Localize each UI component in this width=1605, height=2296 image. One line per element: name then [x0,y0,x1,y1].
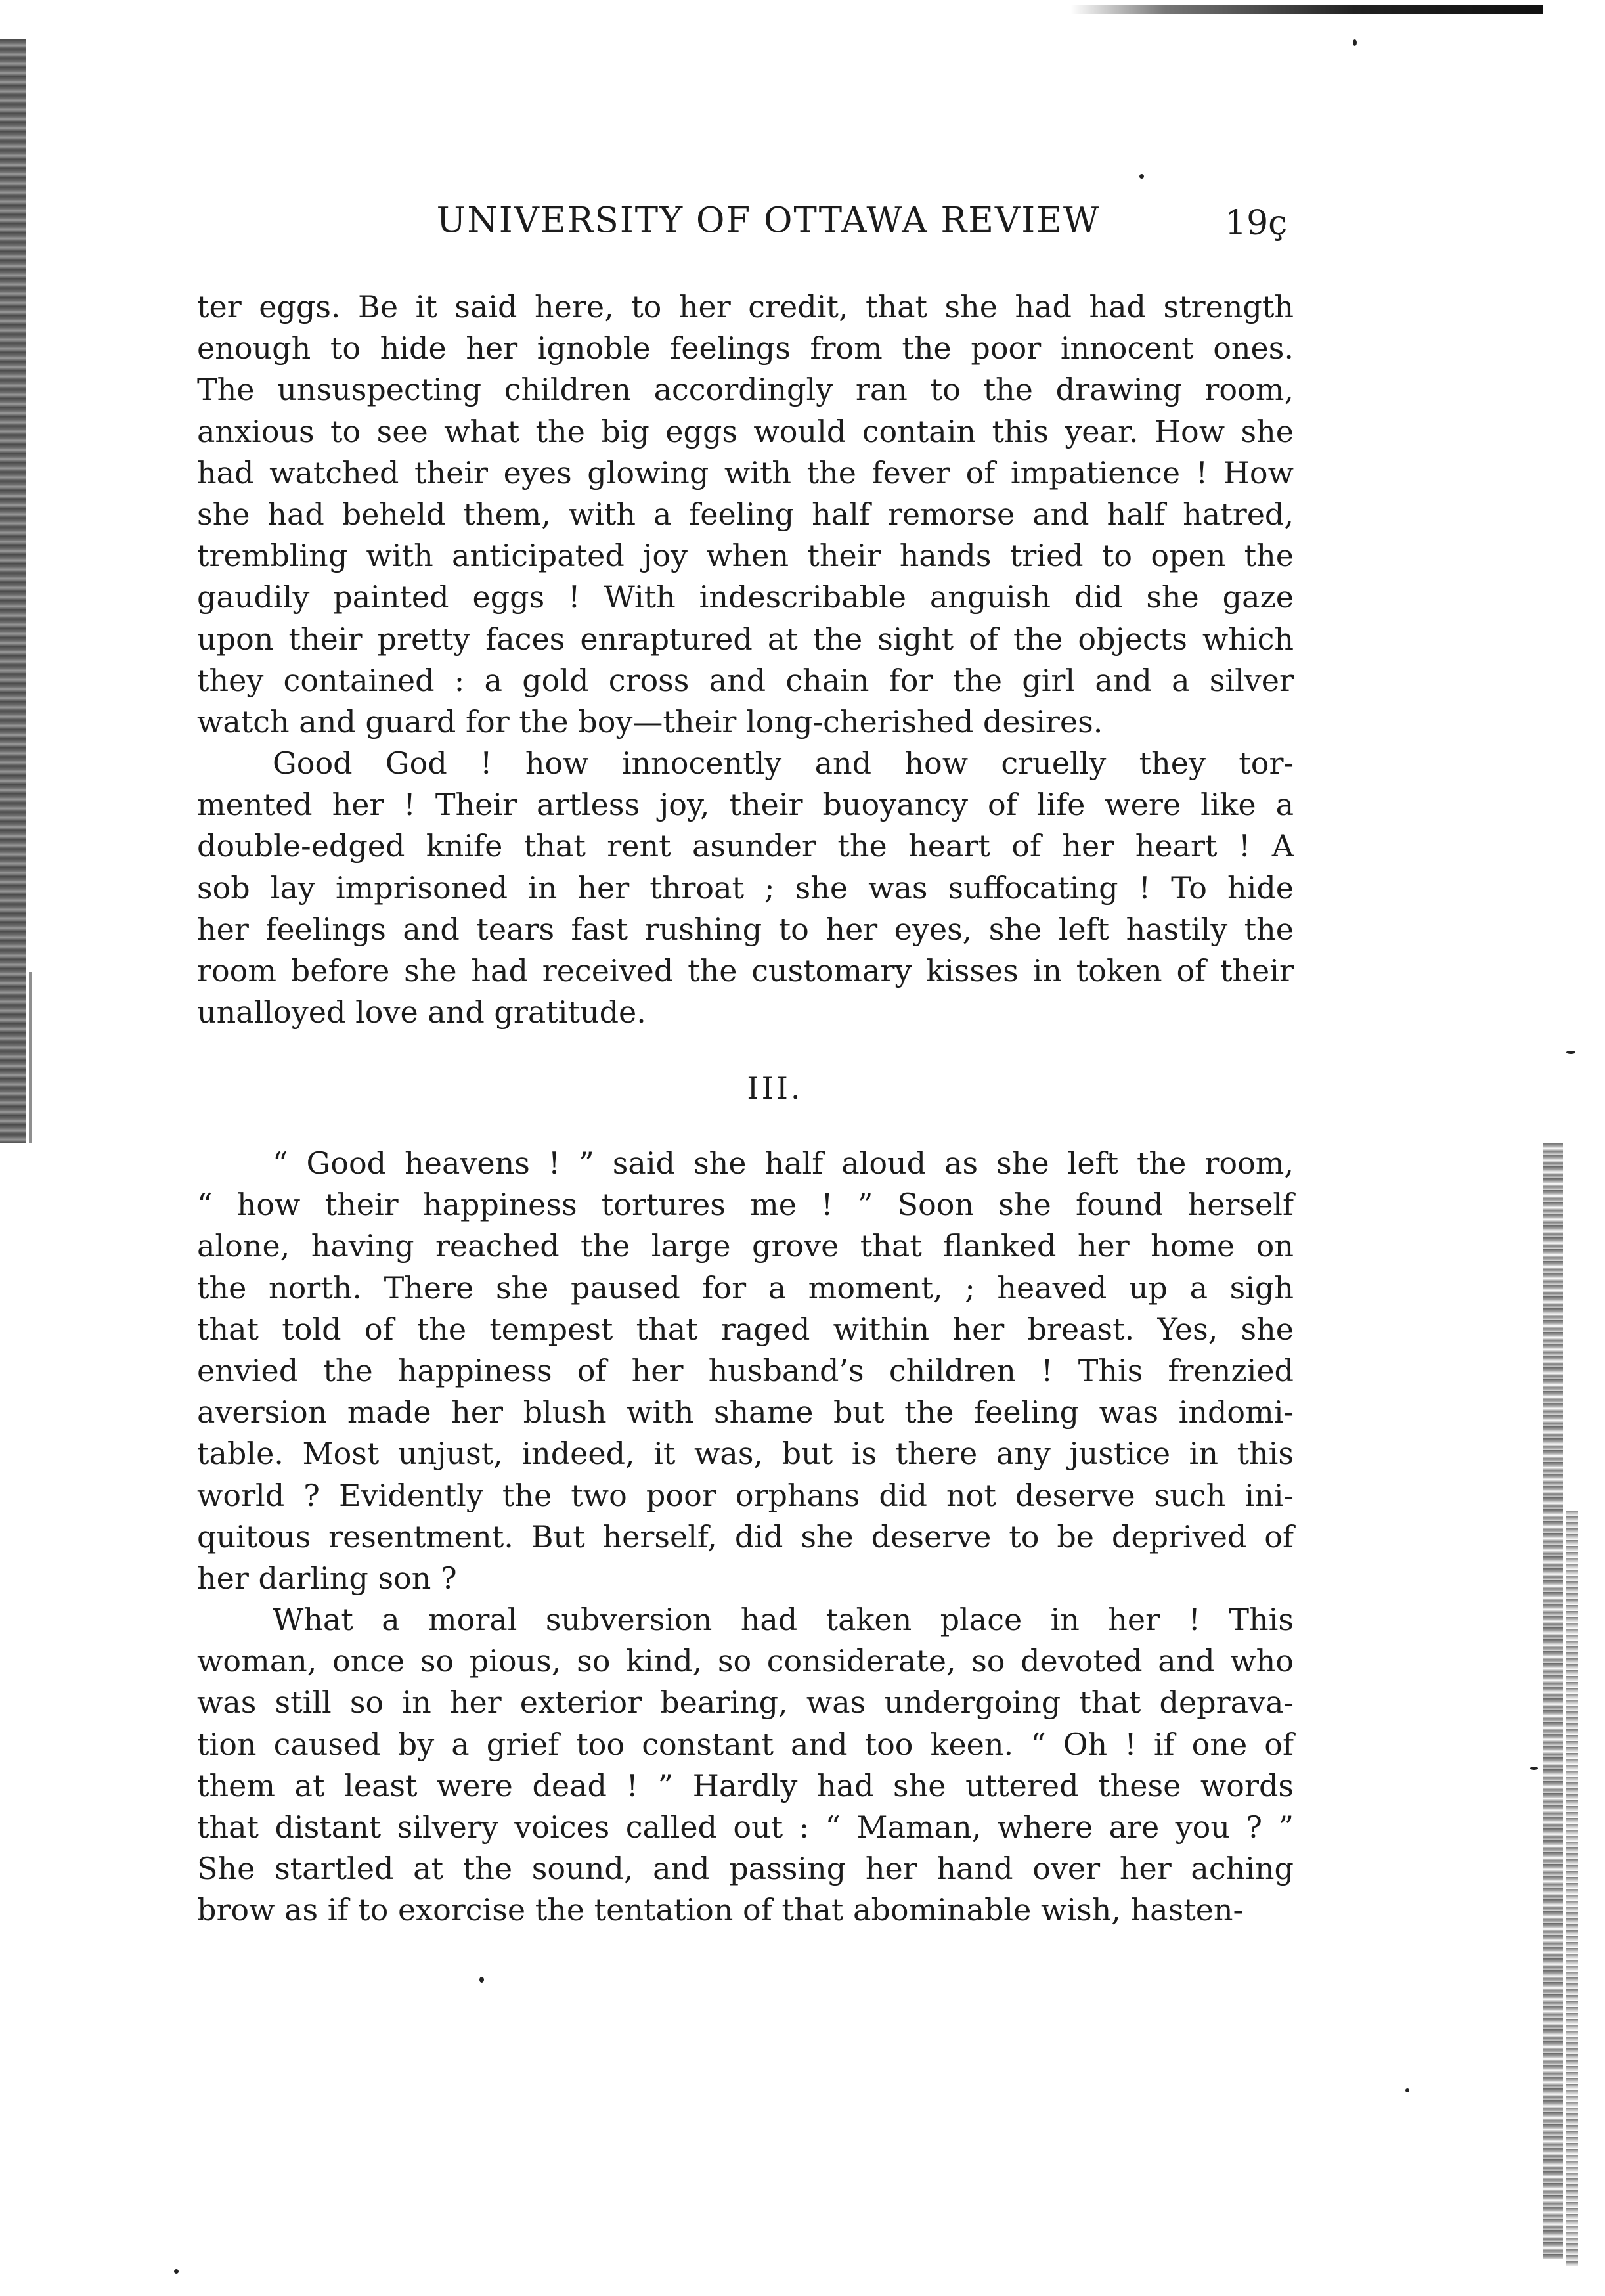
paragraph [197,1599,1294,1932]
running-head-title: UNIVERSITY OF OTTAWA REVIEW [436,200,1101,240]
text-line: upon their pretty faces enraptured at the sight of the objects which [197,621,1294,657]
text-line: that distant silvery voices called out : “ Maman, where are you ? ” [197,1809,1294,1845]
text-line: she had beheld them, with a feeling half remorse and half hatred, [197,496,1294,532]
text-line: had watched their eyes glowing with the fever of impatience ! How [197,454,1294,491]
text-line: gaudily painted eggs ! With indescribable anguish did she gaze [197,579,1294,615]
text-line: “ Good heavens ! ” said she half aloud as she left the room, [273,1145,1294,1181]
text-line: that told of the tempest that raged within her breast. Yes, she [197,1311,1294,1347]
text-line: anxious to see what the big eggs would contain this year. How she [197,413,1294,449]
scan-right-edge-noise [1543,1143,1563,2259]
text-line: room before she had received the customary kisses in token of their [197,953,1294,988]
paragraph [197,743,1294,1033]
text-line: ter eggs. Be it said here, to her credit, that she had had strength [197,289,1294,324]
text-line: them at least were dead ! ” Hardly had she uttered these words [197,1767,1294,1803]
scan-binding-edge-thin [29,972,32,1143]
text-line: envied the happiness of her husband’s children ! This frenzied [197,1352,1294,1388]
text-line: “ how their happiness tortures me ! ” Soon she found herself [197,1187,1294,1223]
scan-speck [1353,39,1357,46]
text-line: quitous resentment. But herself, did she deserve to be deprived of [197,1518,1294,1555]
page-number: 19ç [1225,204,1288,243]
scan-speck [1139,174,1144,179]
scan-top-rule [1070,5,1543,14]
text-line: table. Most unjust, indeed, it was, but is there any justice in this [197,1436,1294,1472]
scan-speck [479,1977,484,1983]
text-line: watch and guard for the boy—their long-cherished desires. [197,703,1103,740]
scan-speck [1530,1767,1538,1770]
text-line: She startled at the sound, and passing her hand over her aching [197,1851,1294,1887]
text-block-after-section [197,1143,1294,1932]
scan-speck [1566,1051,1575,1054]
scan-speck [174,2269,179,2274]
text-line: woman, once so pious, so kind, so considerate, so devoted and who [197,1643,1294,1679]
text-line: mented her ! Their artless joy, their buoyancy of life were like a [197,787,1294,823]
scan-binding-edge [0,39,26,1143]
text-line: enough to hide her ignoble feelings from the poor innocent ones. [197,330,1294,366]
scan-speck [1405,2088,1409,2092]
text-line: tion caused by a grief too constant and too keen. “ Oh ! if one of [197,1726,1294,1762]
text-line: trembling with anticipated joy when their hands tried to open the [197,538,1294,574]
text-line: alone, having reached the large grove that flanked her home on [197,1228,1294,1264]
text-line: brow as if to exorcise the tentation of that abominable wish, hasten- [197,1892,1244,1928]
text-line: What a moral subversion had taken place in her ! This [273,1602,1294,1638]
section-heading: III. [747,1071,803,1106]
text-line: world ? Evidently the two poor orphans did not deserve such ini- [197,1477,1294,1513]
text-line: aversion made her blush with shame but the feeling was indomi- [197,1394,1294,1430]
text-line: unalloyed love and gratitude. [197,994,646,1030]
text-line: they contained : a gold cross and chain for the girl and a silver [197,662,1294,698]
text-line: her feelings and tears fast rushing to her eyes, she left hastily the [197,911,1294,947]
text-line: The unsuspecting children accordingly ran to the drawing room, [197,372,1294,408]
text-line: the north. There she paused for a moment, ; heaved up a sigh [197,1269,1294,1306]
text-line: double-edged knife that rent asunder the heart of her heart ! A [197,828,1294,864]
text-line: sob lay imprisoned in her throat ; she was suffocating ! To hide [197,870,1294,906]
paragraph [197,1143,1294,1599]
text-block-before-section [197,286,1294,1033]
paragraph [197,286,1294,743]
text-line: was still so in her exterior bearing, was undergoing that deprava- [197,1685,1294,1721]
text-line: Good God ! how innocently and how cruelly they tor- [273,745,1294,782]
text-line: her darling son ? [197,1560,457,1596]
scan-right-edge-noise-secondary [1566,1511,1578,2266]
